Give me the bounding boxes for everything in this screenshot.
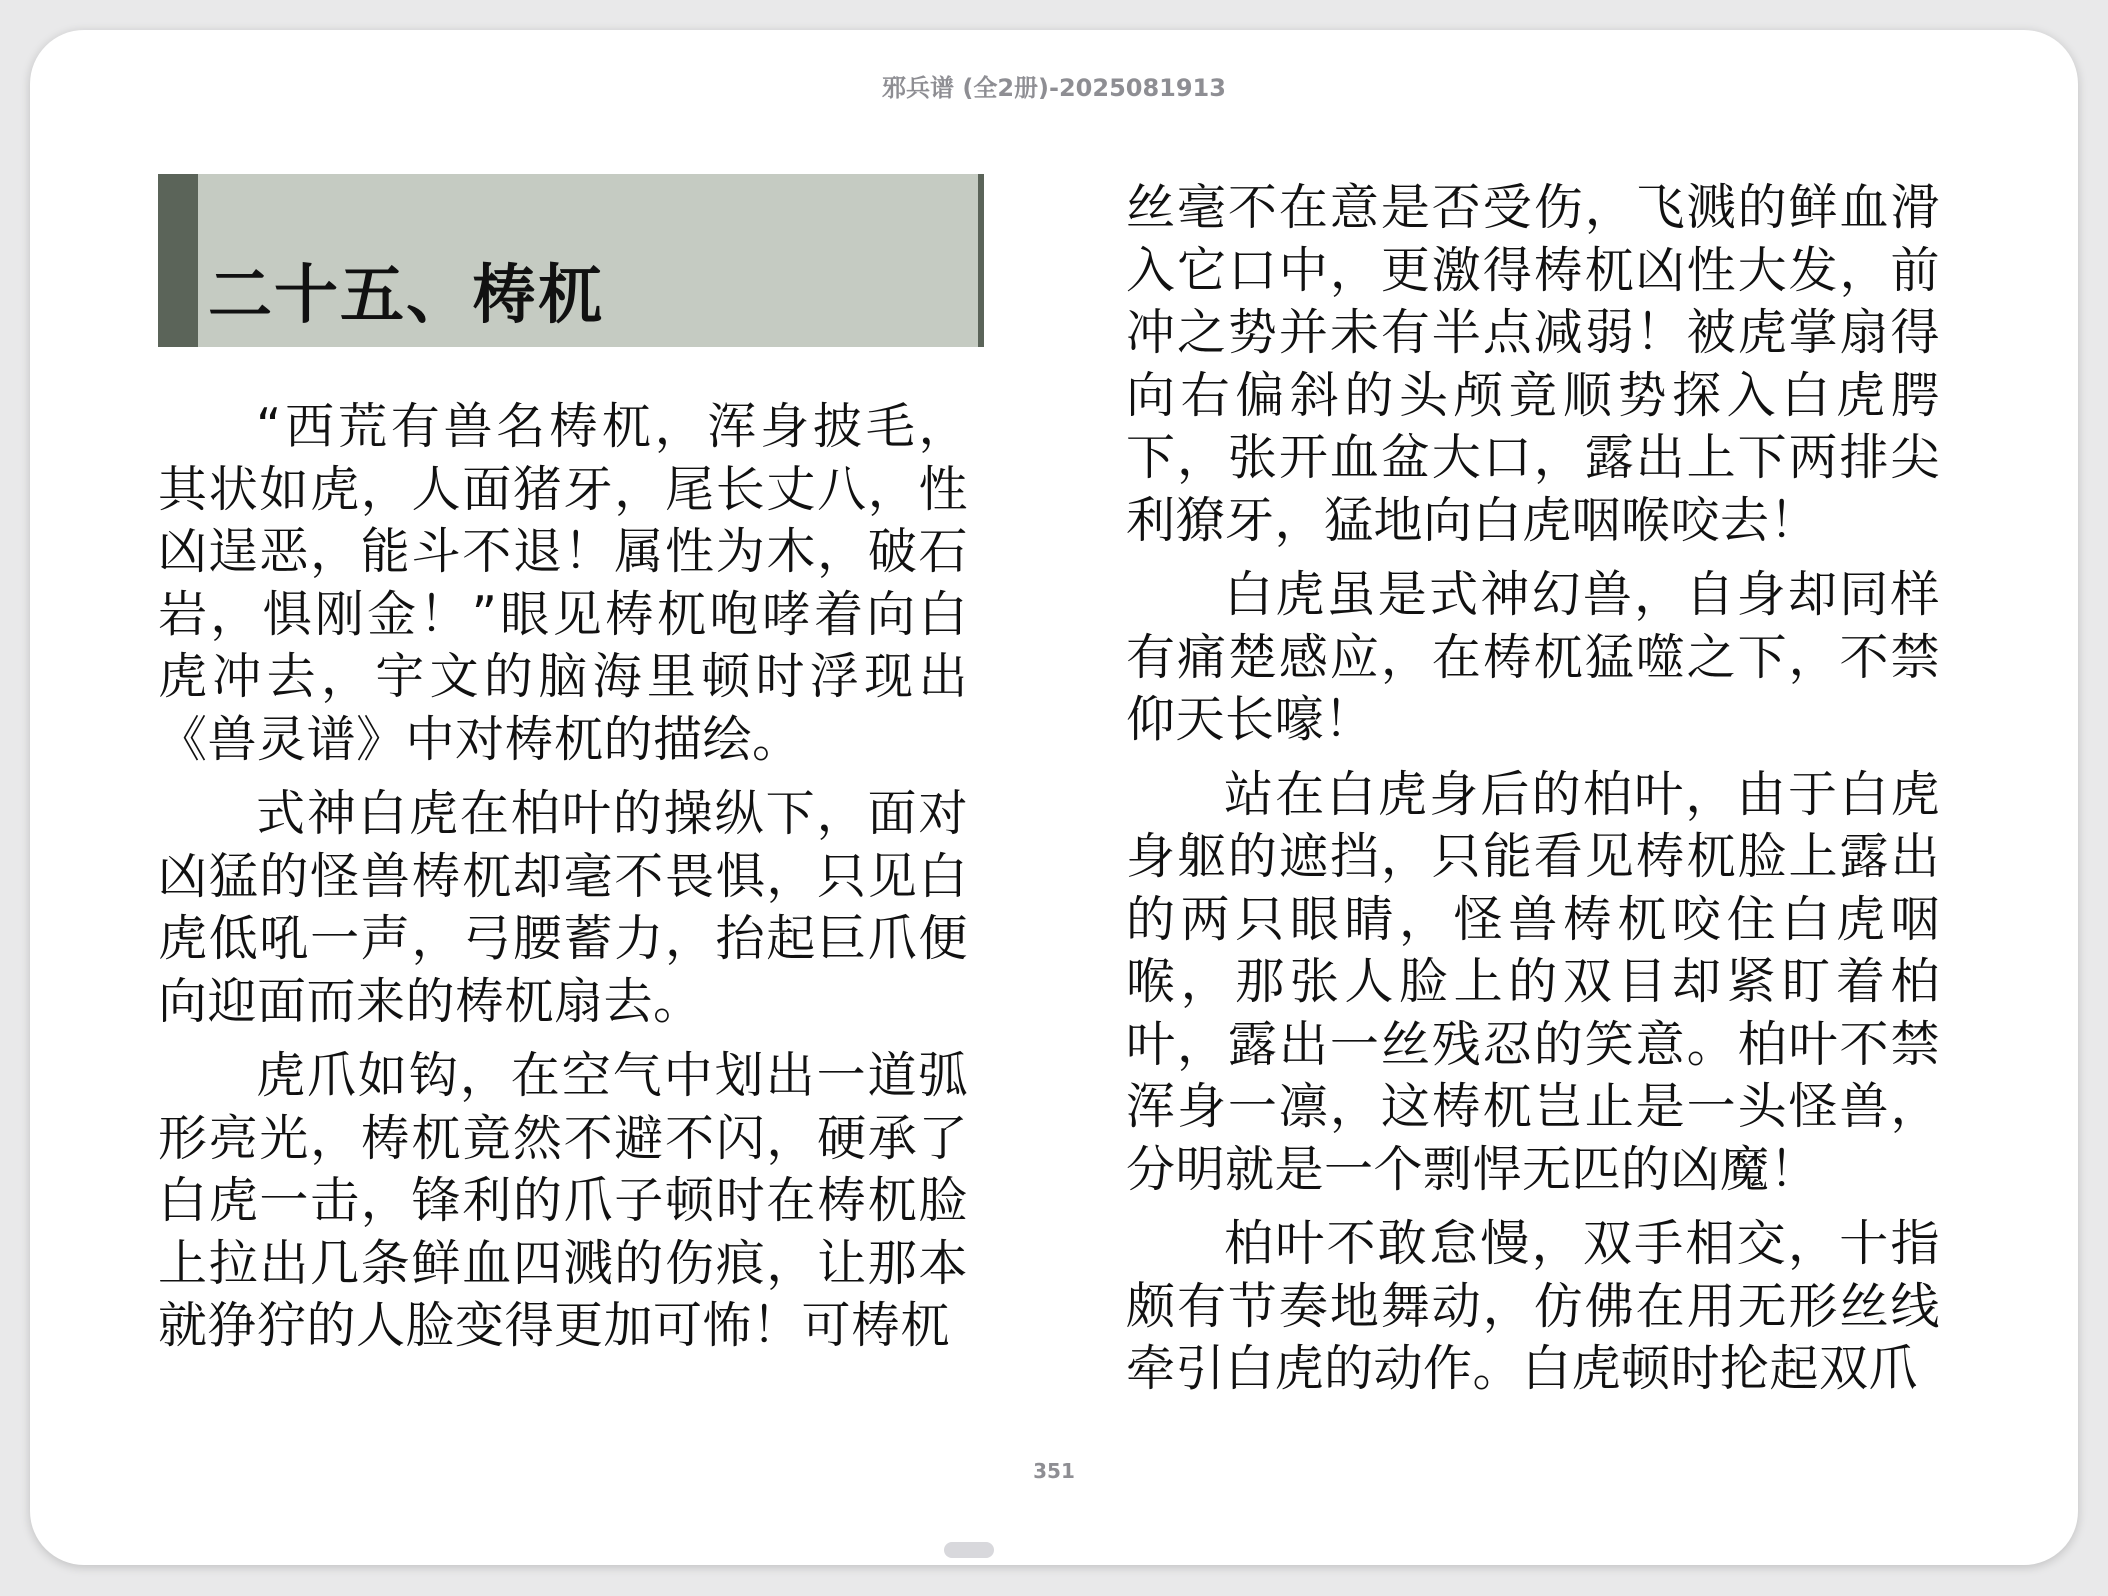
- book-title: 邪兵谱 (全2册)-2025081913: [882, 74, 1226, 102]
- chapter-accent-rule: [978, 174, 984, 347]
- paragraph: “西荒有兽名梼杌，浑身披毛，其状如虎，人面猪牙，尾长丈八，性凶逞恶，能斗不退！属性为木，破石岩，惧刚金！”眼见梼杌咆哮着向白虎冲去，宇文的脑海里顿时浮现出《兽灵谱》中对梼杌的描绘。: [158, 398, 968, 768]
- paragraph: 虎爪如钩，在空气中划出一道弧形亮光，梼杌竟然不避不闪，硬承了白虎一击，锋利的爪子顿时在梼杌脸上拉出几条鲜血四溅的伤痕，让那本就狰狞的人脸变得更加可怖！可梼杌: [158, 1047, 968, 1354]
- chapter-title: 二十五、梼杌: [208, 259, 604, 333]
- page-number: 351: [1033, 1459, 1075, 1483]
- paragraph: 站在白虎身后的柏叶，由于白虎身躯的遮挡，只能看见梼杌脸上露出的两只眼睛，怪兽梼杌咬住白虎咽喉，那张人脸上的双目却紧盯着柏叶，露出一丝残忍的笑意。柏叶不禁浑身一凛，这梼杌岂止是一头怪兽，分明就是一个剽悍无匹的凶魔！: [1126, 765, 1940, 1198]
- left-text-column[interactable]: [158, 396, 968, 1370]
- right-text-column[interactable]: [1126, 177, 1940, 1413]
- chapter-accent-bar: [158, 174, 198, 347]
- reader-page[interactable]: [30, 30, 2078, 1565]
- paragraph: 式神白虎在柏叶的操纵下，面对凶猛的怪兽梼杌却毫不畏惧，只见白虎低吼一声，弓腰蓄力，抬起巨爪便向迎面而来的梼杌扇去。: [158, 785, 968, 1030]
- home-indicator[interactable]: [944, 1542, 994, 1558]
- paragraph: 柏叶不敢怠慢，双手相交，十指颇有节奏地舞动，仿佛在用无形丝线牵引白虎的动作。白虎顿时抡起双爪: [1126, 1215, 1940, 1397]
- chapter-header: [158, 174, 984, 347]
- paragraph-continued: 丝毫不在意是否受伤，飞溅的鲜血滑入它口中，更激得梼杌凶性大发，前冲之势并未有半点减弱！被虎掌扇得向右偏斜的头颅竟顺势探入白虎腭下，张开血盆大口，露出上下两排尖利獠牙，猛地向白虎咽喉咬去！: [1126, 179, 1940, 549]
- paragraph: 白虎虽是式神幻兽，自身却同样有痛楚感应，在梼杌猛噬之下，不禁仰天长嚎！: [1126, 566, 1940, 748]
